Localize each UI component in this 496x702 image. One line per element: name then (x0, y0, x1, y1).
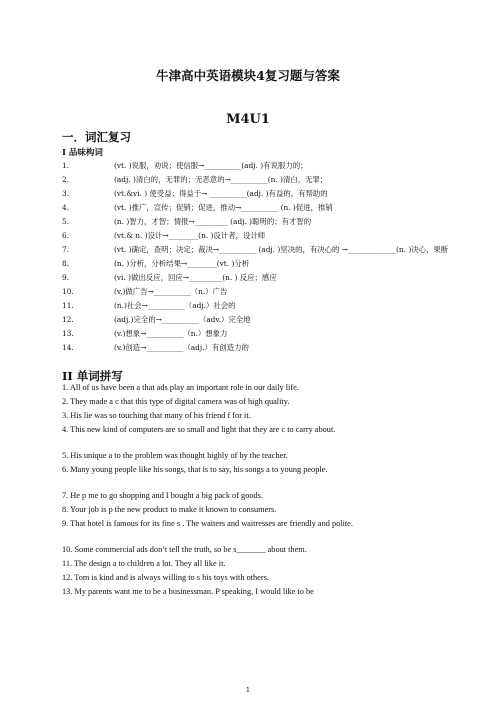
unit-heading: M4U1 (226, 112, 270, 127)
sentence-item: 7. He p me to go shopping and I bought a big pack of goods. (62, 491, 263, 500)
vocab-item: 4. (vt. )推广，宣传；促销；促进，推动→__________ (n. )促进，推销 (62, 203, 333, 212)
sentence-item: 11. The design a to children a lot. They all like it. (62, 559, 226, 568)
vocab-item: 2. (adj. )清白的，无罪的；无恶意的→__________(n. )清白，无罪； (62, 175, 328, 184)
vocab-item: 10. (v.)做广告→__________（n.）广告 (62, 287, 228, 296)
vocab-item: 9. (vi. )做出反应，回应→_________(n. ) 反应；感应 (62, 273, 277, 282)
vocab-item: 13. (v.)想象→__________（n.）想象力 (62, 329, 228, 338)
vocab-item: 7. (vt. )确定，查明；决定；裁决→__________ (adj. )坚决的，有决心的 →_____________(n. )决心，果断 (62, 245, 449, 254)
section-heading-spelling: II 单词拼写 (62, 369, 123, 383)
sentence-item: 10. Some commercial ads don’t tell the truth, so be s_______ about them. (62, 545, 307, 554)
vocab-item: 11. (n.)社会→__________（adj.）社会的 (62, 301, 236, 310)
document-title: 牛津高中英语模块4复习题与答案 (156, 68, 340, 83)
sentence-item: 12. Tom is kind and is always willing to s his toys with others. (62, 573, 269, 582)
vocab-item: 5. (n. )智力，才智；情报→_________ (adj. )聪明的；有才智的 (62, 217, 312, 226)
page-number: 1 (245, 686, 251, 694)
sentence-item: 3. His lie was so touching that many of his friend f for it. (62, 411, 251, 420)
sentence-item: 8. Your job is p the new product to make it known to consumers. (62, 505, 277, 514)
vocab-item: 8. (n. )分析，分析结果→________(vt. )分析 (62, 259, 250, 268)
section-heading-vocab: 一．词汇复习 (62, 130, 131, 144)
vocab-item: 6. (vt.& n. )设计→________(n. )设计者，设计师 (62, 231, 266, 240)
sentence-item: 9. That hotel is famous for its fine s . The waiters and waitresses are friendly and polite. (62, 519, 353, 528)
sentence-item: 4. This new kind of computers are so small and light that they are c to carry about. (62, 425, 336, 434)
sentence-item: 1. All of us have been a that ads play an important role in our daily life. (62, 383, 299, 392)
subsection-heading-word-formation: I 品味构词 (62, 148, 103, 158)
vocab-item: 1. (vt. )说服，劝说；使信服→__________(adj. )有说服力的； (62, 161, 308, 170)
sentence-item: 13. My parents want me to be a businessman. P speaking, I would like to be (62, 587, 314, 596)
sentence-item: 5. His unique a to the problem was thought highly of by the teacher. (62, 451, 288, 460)
sentence-item: 6. Many young people like his songs, that is to say, his songs a to young people. (62, 465, 328, 474)
sentence-item: 2. They made a c that this type of digital camera was of high quality. (62, 397, 290, 406)
vocab-item: 3. (vt.&vi. ) 使受益；得益于→ __________(adj. )有益的，有帮助的 (62, 189, 328, 198)
vocab-item: 12. (adj.)完全的→__________（adv.）完全地 (62, 315, 251, 324)
vocab-item: 14. (v.)创造→__________（adj.）有创造力的 (62, 343, 249, 352)
